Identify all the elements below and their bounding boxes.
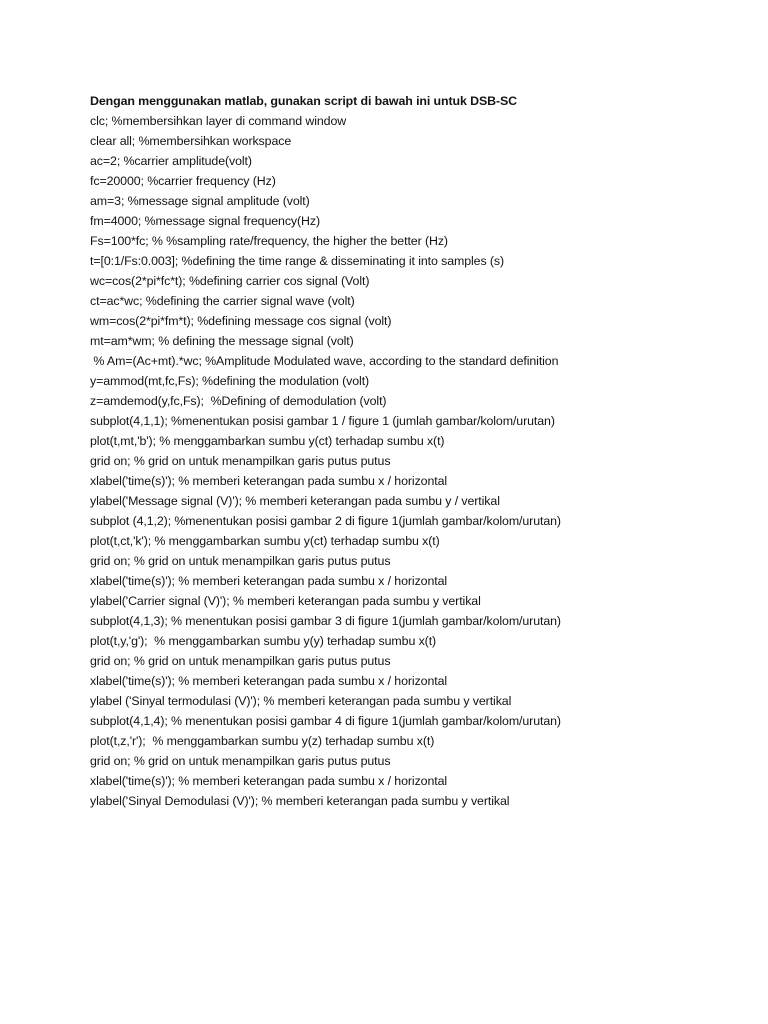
code-line: t=[0:1/Fs:0.003]; %defining the time range & disseminating it into samples (s) — [90, 254, 505, 268]
code-line: Fs=100*fc; % %sampling rate/frequency, the higher the better (Hz) — [90, 234, 448, 248]
code-line: ac=2; %carrier amplitude(volt) — [90, 154, 252, 168]
code-line: y=ammod(mt,fc,Fs); %defining the modulation (volt) — [90, 374, 370, 388]
code-line: mt=am*wm; % defining the message signal (volt) — [90, 334, 354, 348]
code-line: % Am=(Ac+mt).*wc; %Amplitude Modulated wave, according to the standard definition — [90, 354, 559, 368]
code-line: grid on; % grid on untuk menampilkan garis putus putus — [90, 754, 391, 768]
code-line: ylabel('Sinyal Demodulasi (V)'); % memberi keterangan pada sumbu y vertikal — [90, 794, 510, 808]
code-line: grid on; % grid on untuk menampilkan garis putus putus — [90, 454, 391, 468]
code-line: subplot(4,1,4); % menentukan posisi gambar 4 di figure 1(jumlah gambar/kolom/urutan) — [90, 714, 561, 728]
code-line: grid on; % grid on untuk menampilkan garis putus putus — [90, 554, 391, 568]
code-line: clc; %membersihkan layer di command window — [90, 114, 347, 128]
code-line: ylabel('Carrier signal (V)'); % memberi keterangan pada sumbu y vertikal — [90, 594, 481, 608]
code-line: wm=cos(2*pi*fm*t); %defining message cos signal (volt) — [90, 314, 392, 328]
code-line: am=3; %message signal amplitude (volt) — [90, 194, 310, 208]
code-line: ct=ac*wc; %defining the carrier signal wave (volt) — [90, 294, 355, 308]
code-line: ylabel ('Sinyal termodulasi (V)'); % memberi keterangan pada sumbu y vertikal — [90, 694, 512, 708]
code-line: xlabel('time(s)'); % memberi keterangan pada sumbu x / horizontal — [90, 574, 448, 588]
code-line: xlabel('time(s)'); % memberi keterangan pada sumbu x / horizontal — [90, 674, 448, 688]
code-line: subplot(4,1,3); % menentukan posisi gambar 3 di figure 1(jumlah gambar/kolom/urutan) — [90, 614, 561, 628]
code-line: plot(t,mt,'b'); % menggambarkan sumbu y(ct) terhadap sumbu x(t) — [90, 434, 445, 448]
code-line: grid on; % grid on untuk menampilkan garis putus putus — [90, 654, 391, 668]
code-line: plot(t,y,'g'); % menggambarkan sumbu y(y) terhadap sumbu x(t) — [90, 634, 437, 648]
document-heading: Dengan menggunakan matlab, gunakan script di bawah ini untuk DSB-SC — [90, 94, 518, 108]
document-body — [90, 91, 750, 811]
code-line: ylabel('Message signal (V)'); % memberi keterangan pada sumbu y / vertikal — [90, 494, 500, 508]
code-line: plot(t,z,'r'); % menggambarkan sumbu y(z) terhadap sumbu x(t) — [90, 734, 435, 748]
code-line: wc=cos(2*pi*fc*t); %defining carrier cos signal (Volt) — [90, 274, 370, 288]
code-line: xlabel('time(s)'); % memberi keterangan pada sumbu x / horizontal — [90, 474, 448, 488]
code-line: subplot(4,1,1); %menentukan posisi gambar 1 / figure 1 (jumlah gambar/kolom/urutan) — [90, 414, 555, 428]
code-line: xlabel('time(s)'); % memberi keterangan pada sumbu x / horizontal — [90, 774, 448, 788]
code-line: fm=4000; %message signal frequency(Hz) — [90, 214, 321, 228]
code-line: z=amdemod(y,fc,Fs); %Defining of demodulation (volt) — [90, 394, 387, 408]
code-line: fc=20000; %carrier frequency (Hz) — [90, 174, 276, 188]
code-line: plot(t,ct,'k'); % menggambarkan sumbu y(ct) terhadap sumbu x(t) — [90, 534, 440, 548]
code-line: subplot (4,1,2); %menentukan posisi gambar 2 di figure 1(jumlah gambar/kolom/urutan) — [90, 514, 561, 528]
code-line: clear all; %membersihkan workspace — [90, 134, 292, 148]
